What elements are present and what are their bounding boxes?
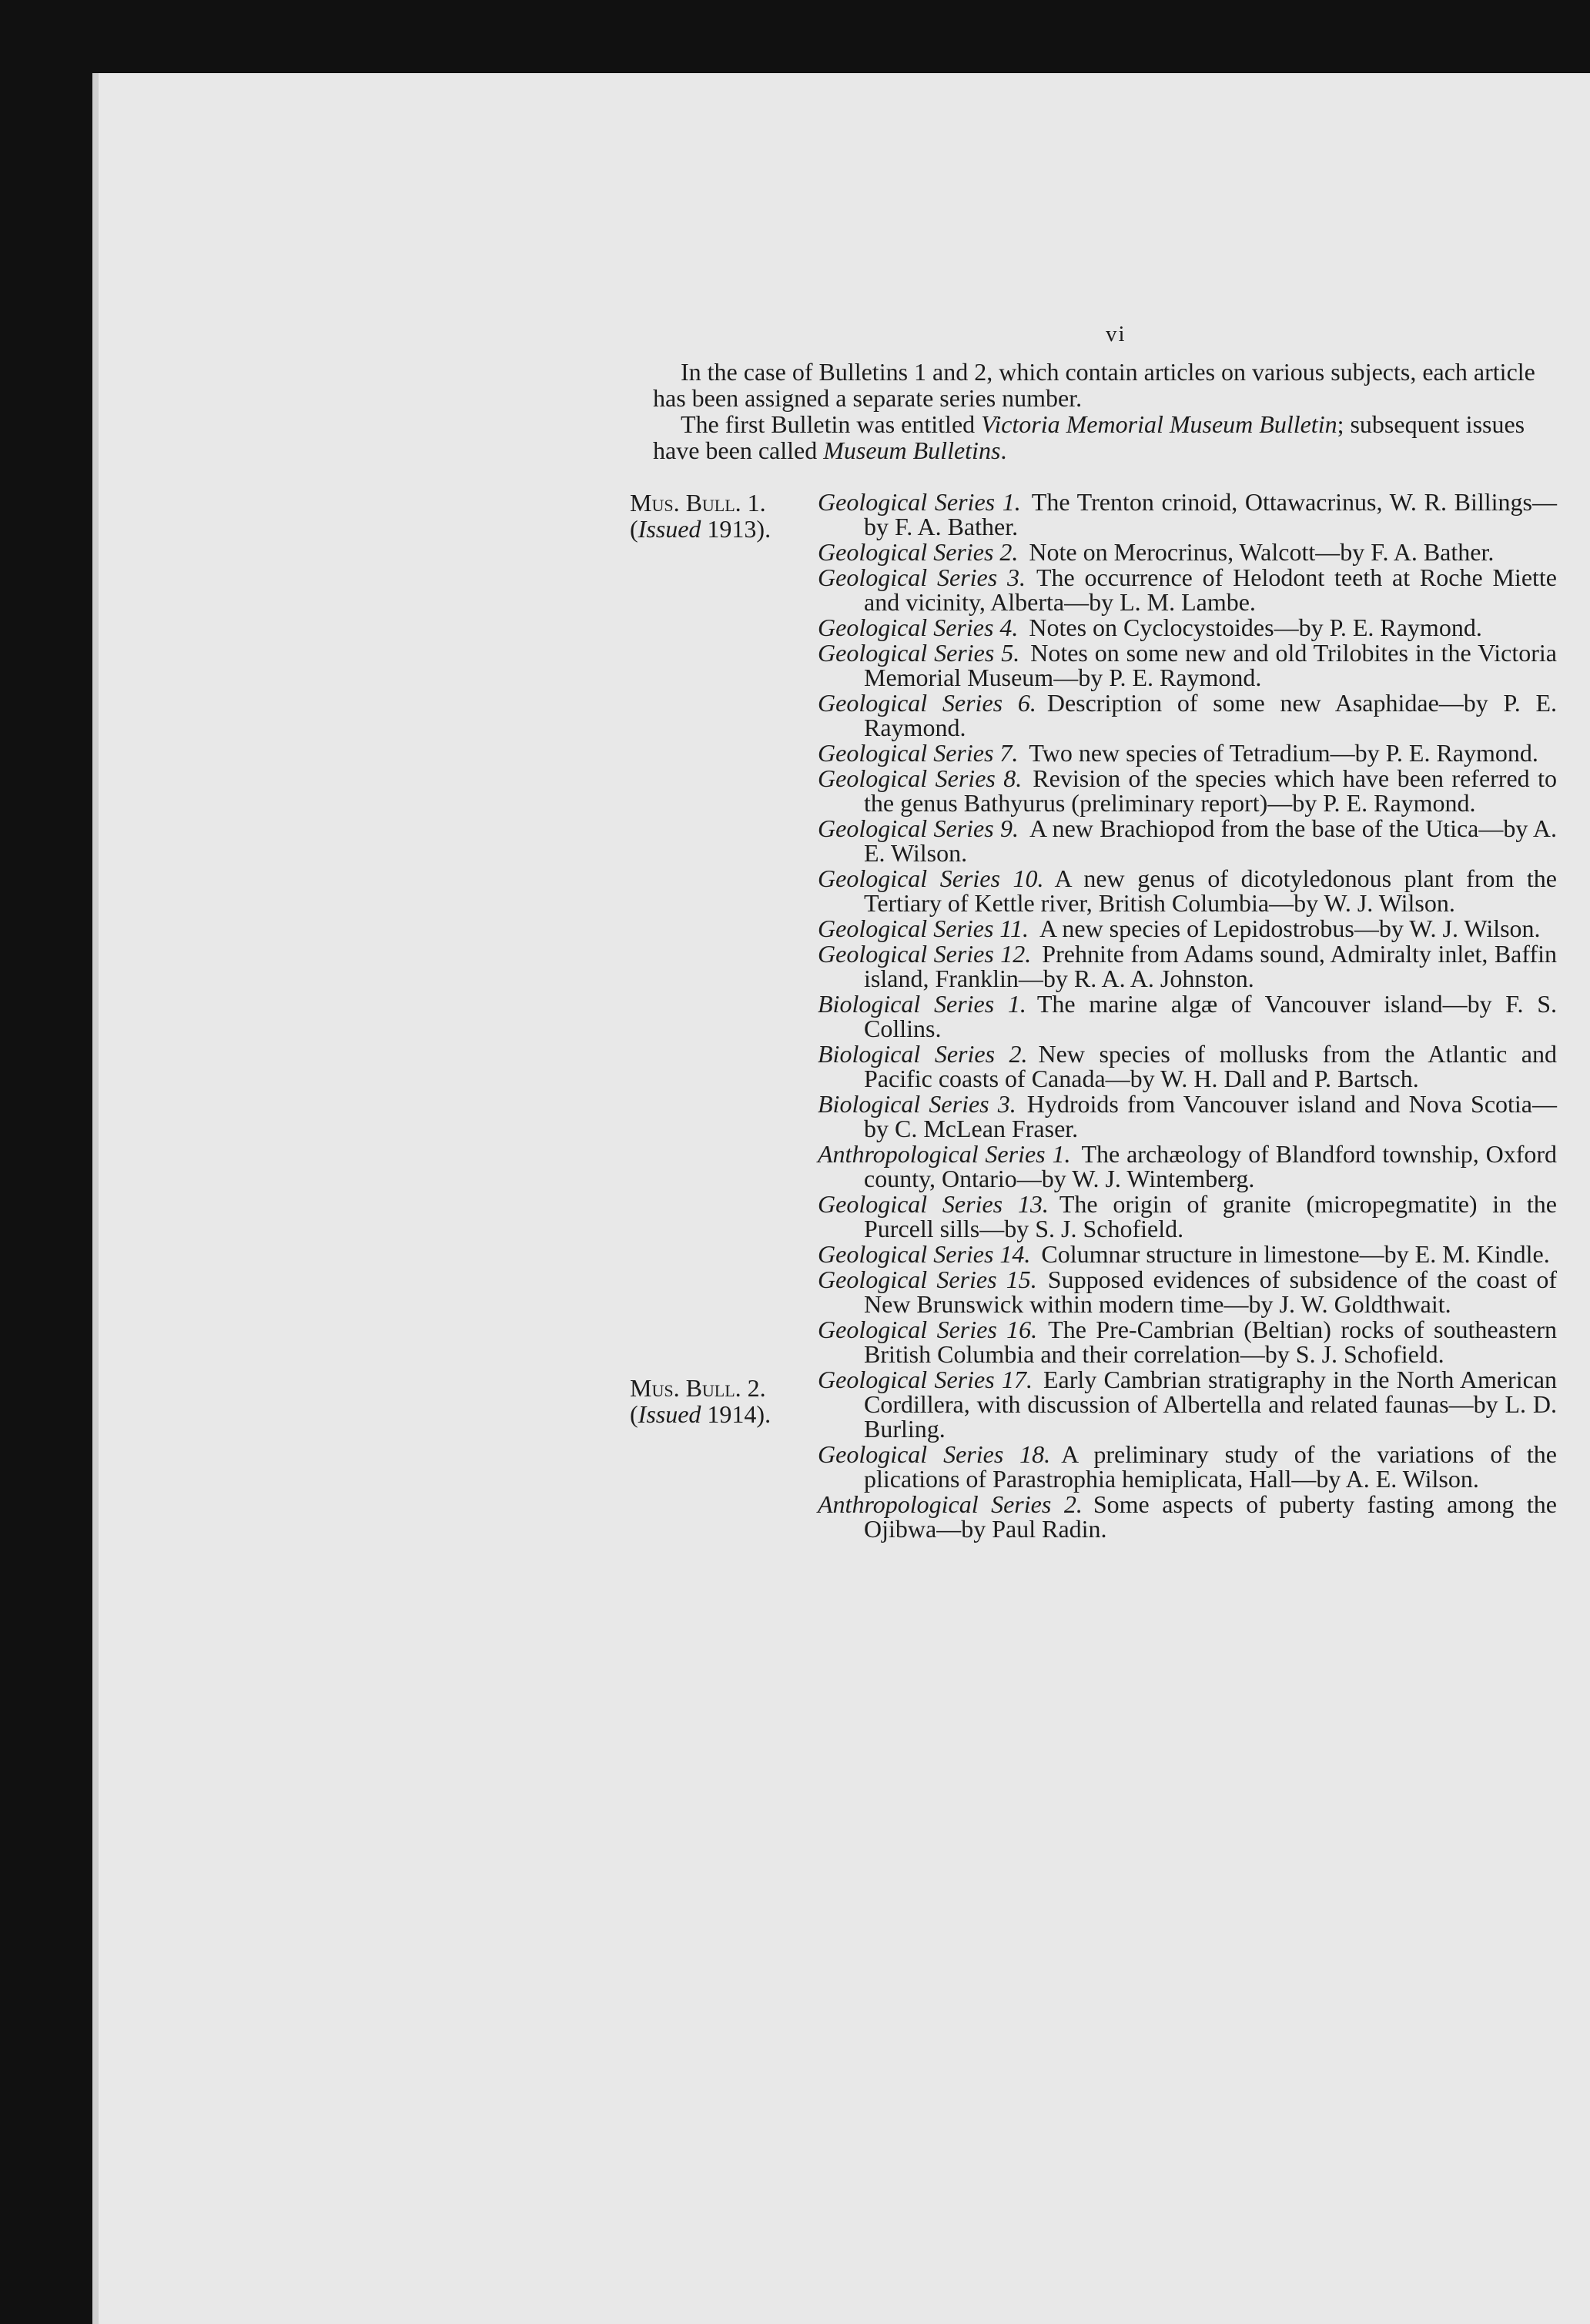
series-entry (818, 1242, 1557, 1266)
series-title: The origin of granite (micropegmatite) in the Purcell sills—by S. J. Schofield. (864, 1190, 1557, 1242)
series-title: Columnar structure in limestone—by E. M. Kindle. (1041, 1240, 1550, 1268)
series-label: Geological Series 1. (818, 488, 1021, 516)
intro (653, 359, 1562, 463)
series-list (818, 490, 1557, 1542)
series-label: Geological Series 11. (818, 915, 1029, 942)
page-number: vi (1106, 322, 1126, 346)
bulletin-2-label (630, 1375, 818, 1427)
issued-word: Issued (638, 1400, 701, 1428)
series-label: Biological Series 2. (818, 1040, 1028, 1068)
series-entry (818, 766, 1557, 815)
series-label: Geological Series 18. (818, 1440, 1051, 1468)
bulletin-number: Mus. Bull. 1. (630, 489, 766, 517)
series-label: Geological Series 4. (818, 614, 1019, 641)
series-label: Geological Series 3. (818, 563, 1026, 591)
intro-text: The first Bulletin was entitled (681, 410, 982, 438)
series-title: The Trenton crinoid, Ottawacrinus, W. R. Billings—by F. A. Bather. (864, 488, 1557, 540)
series-label: Biological Series 3. (818, 1090, 1016, 1118)
issued-year: 1913 (707, 515, 757, 543)
bulletin-title-2: Museum Bulletins (823, 436, 1001, 464)
bulletin-title-1: Victoria Memorial Museum Bulletin (981, 410, 1337, 438)
series-title: Supposed evidences of subsidence of the coast of New Brunswick within modern time—by J. W. Goldthwait. (864, 1266, 1558, 1318)
series-entry (818, 1192, 1557, 1241)
series-title: Prehnite from Adams sound, Admiralty inlet, Baffin island, Franklin—by R. A. A. Johnston. (864, 940, 1558, 992)
series-title: Early Cambrian stratigraphy in the North American Cordillera, with discussion of Albertella and related faunas—by L. D. Burling. (864, 1366, 1557, 1443)
series-entry (818, 991, 1557, 1041)
bulletin-number: Mus. Bull. 2. (630, 1374, 766, 1402)
intro-text: . (1000, 436, 1007, 464)
series-entry (818, 941, 1557, 991)
series-title: Revision of the species which have been referred to the genus Bathyurus (preliminary report)—by P. E. Raymond. (864, 764, 1557, 817)
series-entry (818, 1442, 1557, 1491)
issued-word: Issued (638, 515, 701, 543)
series-entry (818, 490, 1557, 539)
series-entry (818, 1092, 1557, 1141)
series-entry (818, 640, 1557, 690)
series-entry (818, 741, 1557, 765)
series-title: Hydroids from Vancouver island and Nova Scotia—by C. McLean Fraser. (864, 1090, 1558, 1142)
series-entry (818, 615, 1557, 640)
intro-text: ; subsequent issues have been called (653, 410, 1525, 464)
series-label: Geological Series 17. (818, 1366, 1033, 1393)
series-entry (818, 540, 1557, 564)
series-entry (818, 916, 1557, 941)
intro-paragraph-2 (653, 411, 1562, 463)
series-title: A new Brachiopod from the base of the Utica—by A. E. Wilson. (864, 814, 1558, 867)
bulletin-issued: (Issued 1914). (630, 1400, 772, 1428)
series-title: The Pre-Cambrian (Beltian) rocks of southeastern British Columbia and their correlation—by S. J. Schofield. (864, 1316, 1558, 1368)
series-label: Anthropological Series 2. (818, 1490, 1083, 1518)
series-label: Biological Series 1. (818, 990, 1026, 1018)
series-label: Geological Series 9. (818, 814, 1019, 842)
series-entry (818, 1317, 1557, 1366)
series-entry (818, 1267, 1557, 1316)
series-label: Geological Series 16. (818, 1316, 1038, 1343)
issued-year: 1914 (707, 1400, 757, 1428)
series-title: New species of mollusks from the Atlantic and Pacific coasts of Canada—by W. H. Dall and P. Bartsch. (864, 1040, 1558, 1092)
series-entry (818, 691, 1557, 740)
series-label: Geological Series 15. (818, 1266, 1037, 1293)
series-title: Note on Merocrinus, Walcott—by F. A. Bather. (1029, 538, 1495, 566)
series-title: Two new species of Tetradium—by P. E. Raymond. (1029, 739, 1538, 767)
page-edge (92, 73, 99, 2324)
series-title: Notes on Cyclocystoides—by P. E. Raymond. (1029, 614, 1482, 641)
series-label: Geological Series 14. (818, 1240, 1031, 1268)
series-label: Geological Series 13. (818, 1190, 1049, 1218)
series-entry (818, 1367, 1557, 1441)
series-label: Geological Series 5. (818, 639, 1020, 667)
series-title: The archæology of Blandford township, Oxford county, Ontario—by W. J. Wintemberg. (864, 1140, 1558, 1192)
series-entry (818, 1142, 1557, 1191)
series-entry (818, 1492, 1557, 1541)
series-title: The occurrence of Helodont teeth at Roche Miette and vicinity, Alberta—by L. M. Lambe. (864, 563, 1558, 616)
bulletin-1-label (630, 490, 818, 542)
series-title: Description of some new Asaphidae—by P. E. Raymond. (864, 689, 1558, 741)
series-entry (818, 565, 1557, 614)
series-title: The marine algæ of Vancouver island—by F. S. Collins. (864, 990, 1558, 1042)
series-label: Anthropological Series 1. (818, 1140, 1071, 1168)
series-entry (818, 816, 1557, 865)
bulletin-issued: (Issued 1913). (630, 515, 772, 543)
series-title: A new species of Lepidostrobus—by W. J. Wilson. (1039, 915, 1541, 942)
series-title: A preliminary study of the variations of the plications of Parastrophia hemiplicata, Hall—by A. E. Wilson. (864, 1440, 1558, 1493)
series-label: Geological Series 7. (818, 739, 1019, 767)
series-label: Geological Series 6. (818, 689, 1036, 717)
series-title: Some aspects of puberty fasting among the Ojibwa—by Paul Radin. (864, 1490, 1558, 1543)
series-label: Geological Series 12. (818, 940, 1032, 968)
series-entry (818, 1042, 1557, 1091)
series-label: Geological Series 2. (818, 538, 1019, 566)
series-title: Notes on some new and old Trilobites in the Victoria Memorial Museum—by P. E. Raymond. (864, 639, 1558, 691)
intro-paragraph-1: In the case of Bulletins 1 and 2, which contain articles on various subjects, each article has been assigned a separate series number. (653, 358, 1535, 412)
series-entry (818, 866, 1557, 915)
series-label: Geological Series 8. (818, 764, 1023, 792)
series-label: Geological Series 10. (818, 864, 1044, 892)
series-title: A new genus of dicotyledonous plant from the Tertiary of Kettle river, British Columbia—by W. J. Wilson. (864, 864, 1558, 917)
